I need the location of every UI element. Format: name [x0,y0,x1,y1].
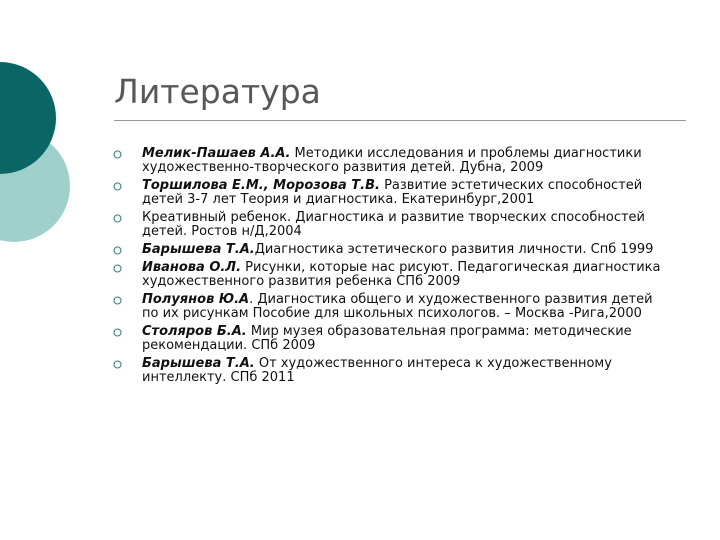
list-item [112,147,672,175]
ring-bullet-icon [112,295,122,305]
ring-bullet-icon [112,359,122,369]
ring-bullet-icon [112,327,122,337]
list-item [112,325,672,353]
title-divider [114,120,686,121]
ring-bullet-icon [112,213,122,223]
reference-text: Диагностика эстетического развития личности. Спб 1999 [254,242,654,257]
reference-text: Рисунки, которые нас рисуют. Педагогическая диагностика художественного развития ребенка СПб 2009 [142,260,661,289]
ring-bullet-icon [112,245,122,255]
reference-author: Барышева Т.А. [142,242,255,257]
reference-text: Мир музея образовательная программа: методические рекомендации. СПб 2009 [142,324,632,353]
list-item [112,357,672,385]
slide-title: Литература [114,72,321,111]
reference-text: От художественного интереса к художественному интеллекту. СПб 2011 [142,356,612,385]
ring-bullet-icon [112,181,122,191]
reference-author: Торшилова Е.М., Морозова Т.В. [142,178,380,193]
reference-author: Полуянов Ю.А [142,292,250,307]
reference-author: Иванова О.Л. [142,260,242,275]
reference-text: Методики исследования и проблемы диагностики художественно-творческого развития детей. Дубна, 2009 [142,146,642,175]
reference-list [112,147,672,389]
reference-author: Столяров Б.А. [142,324,247,339]
reference-text: . Диагностика общего и художественного развития детей по их рисункам Пособие для школьных психологов. – Москва -Рига,2000 [142,292,653,321]
list-item [112,293,672,321]
ring-bullet-icon [112,263,122,273]
reference-author: Барышева Т.А. [142,356,255,371]
ring-bullet-icon [112,149,122,159]
list-item [112,261,672,289]
reference-text: Развитие эстетических способностей детей 3-7 лет Теория и диагностика. Екатеринбург,2001 [142,178,643,207]
reference-author: Мелик-Пашаев А.А. [142,146,291,161]
list-item [112,211,672,239]
reference-text: Креативный ребенок. Диагностика и развитие творческих способностей детей. Ростов н/Д,2004 [142,210,645,239]
list-item [112,243,672,257]
list-item [112,179,672,207]
